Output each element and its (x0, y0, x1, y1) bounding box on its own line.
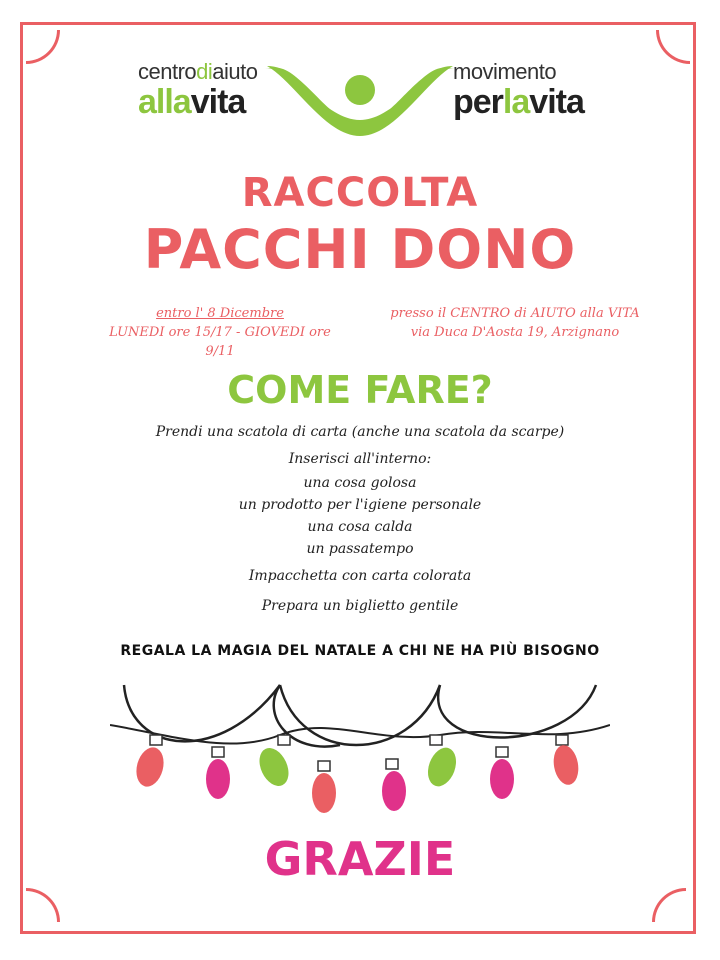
list-item: una cosa calda (307, 519, 413, 535)
logo-text: per (453, 83, 503, 121)
call-to-action: REGALA LA MAGIA DEL NATALE A CHI NE HA PIÙ BISOGNO (120, 643, 600, 659)
frame-corner (656, 30, 690, 64)
bulb-icon (312, 761, 336, 813)
logo-text: movimento (453, 59, 557, 84)
logo-text: la (502, 83, 530, 121)
bulb-icon (254, 735, 294, 791)
frame-corner (26, 30, 60, 64)
hours-text: LUNEDI ore 15/17 - GIOVEDI ore 9/11 (109, 325, 331, 359)
logo-text: di (196, 59, 213, 84)
how-to-title: COME FARE? (227, 368, 493, 412)
list-item: una cosa golosa (303, 475, 417, 491)
logo-person-icon (265, 62, 455, 138)
dates-info (100, 304, 340, 361)
location-info (380, 304, 650, 342)
list-item: un prodotto per l'igiene personale (238, 497, 482, 513)
logo-centro-aiuto-vita (138, 60, 258, 120)
bulb-icon (382, 759, 406, 811)
thanks-text: GRAZIE (264, 832, 456, 886)
logo-text: vita (190, 83, 246, 121)
frame-corner (26, 888, 60, 922)
logo-text: aiuto (212, 59, 258, 84)
title-line-2: PACCHI DONO (143, 218, 577, 281)
logo-text: vita (529, 83, 584, 121)
location-address: via Duca D'Aosta 19, Arzignano (410, 325, 620, 340)
logo-text: alla (138, 83, 191, 121)
list-item: un passatempo (306, 541, 414, 557)
logo-text: centro (138, 59, 197, 84)
christmas-lights-icon (110, 675, 610, 815)
bulb-icon (132, 735, 167, 790)
bulb-icon (551, 735, 582, 787)
logo-movimento-vita (453, 60, 584, 120)
step-text: Inserisci all'interno: (288, 451, 432, 467)
bulb-icon (423, 735, 461, 790)
bulb-icon (206, 747, 230, 799)
bulb-icon (490, 747, 514, 799)
location-name: presso il CENTRO di AIUTO alla VITA (390, 306, 640, 321)
frame-corner (652, 888, 686, 922)
step-text: Prendi una scatola di carta (anche una scatola da scarpe) (155, 424, 565, 440)
step-text: Impacchetta con carta colorata (248, 568, 472, 584)
step-text: Prepara un biglietto gentile (261, 598, 459, 614)
deadline-text: entro l' 8 Dicembre (156, 306, 284, 321)
title-line-1: RACCOLTA (241, 170, 479, 216)
